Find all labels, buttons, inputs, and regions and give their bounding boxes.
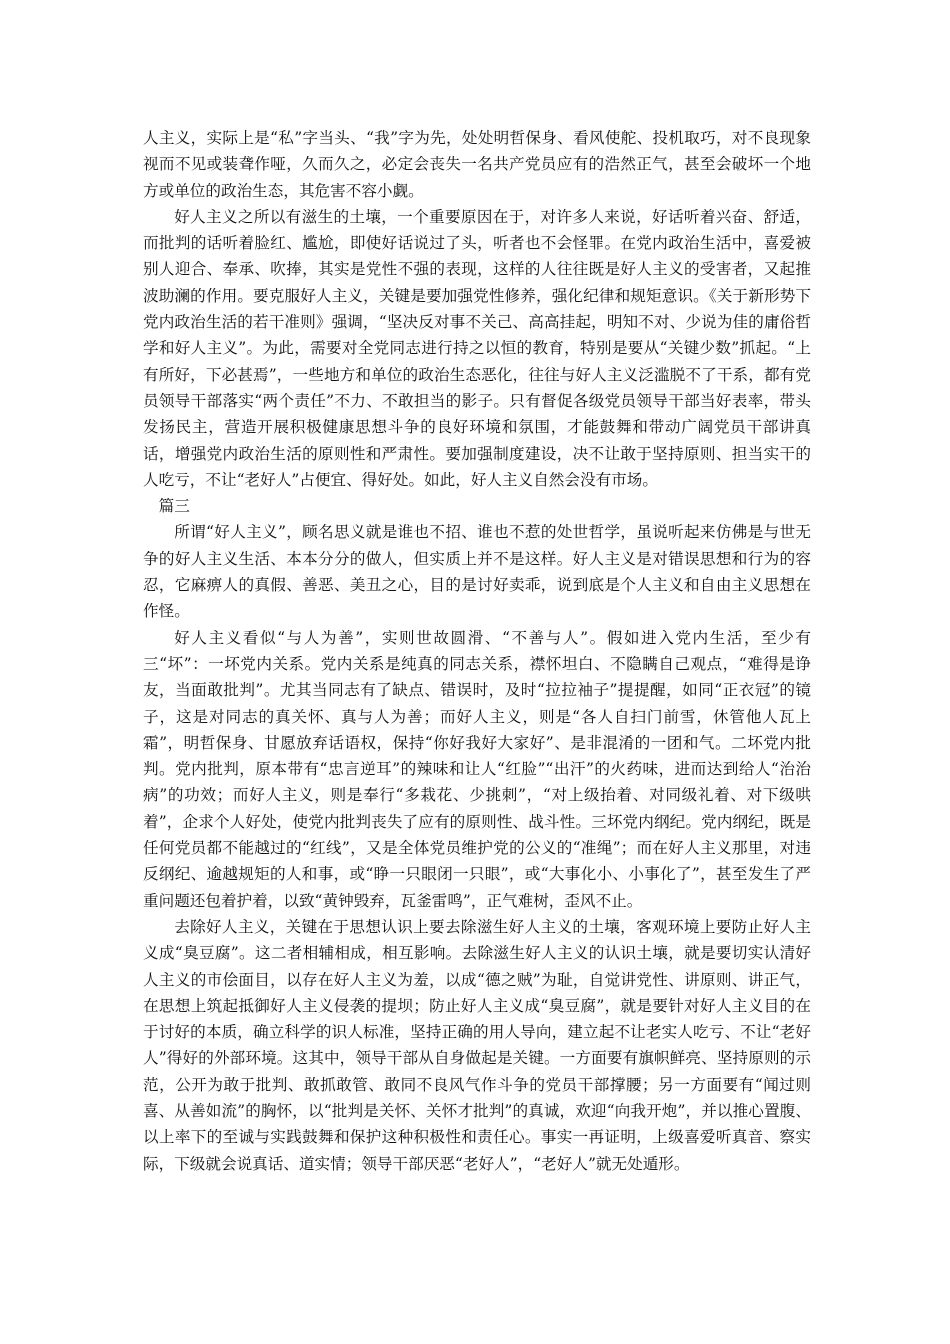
paragraph: 好人主义之所以有滋生的土壤，一个重要原因在于，对许多人来说，好话听着兴奋、舒适，而批判的话听着脸红、尴尬，即使好话说过了头，听者也不会怪罪。在党内政治生活中，喜爱被别人迎合、奉承、吹捧，其实是党性不强的表现，这样的人往往既是好人主义的受害者，又起推波助澜的作用。要克服好人主义，关键是要加强党性修养，强化纪律和规矩意识。《关于新形势下党内政治生活的若干准则》强调，“坚决反对事不关己、高高挂起，明知不对、少说为佳的庸俗哲学和好人主义”。为此，需要对全党同志进行持之以恒的教育，特别是要从“关键少数”抓起。“上有所好，下必甚焉”，一些地方和单位的政治生态恶化，往往与好人主义泛滥脱不了干系，都有党员领导干部落实“两个责任”不力、不敢担当的影子。只有督促各级党员领导干部当好表率，带头发扬民主，营造开展积极健康思想斗争的良好环境和氛围，才能鼓舞和带动广阔党员干部讲真话，增强党内政治生活的原则性和严肃性。要加强制度建设，决不让敢于坚持原则、担当实干的人吃亏，不让“老好人”占便宜、得好处。如此，好人主义自然会没有市场。 <box>143 207 811 489</box>
paragraph: 好人主义看似“与人为善”，实则世故圆滑、“不善与人”。假如进入党内生活，至少有三“坏”：一坏党内关系。党内关系是纯真的同志关系，襟怀坦白、不隐瞒自己观点，“难得是诤友，当面敢批判”。尤其当同志有了缺点、错误时，及时“拉拉袖子”提提醒，如同“正衣冠”的镜子，这是对同志的真关怀、真与人为善；而好人主义，则是“各人自扫门前雪，休管他人瓦上霜”，明哲保身、甘愿放弃话语权，保持“你好我好大家好”、是非混淆的一团和气。二坏党内批判。党内批判，原本带有“忠言逆耳”的辣味和让人“红脸”“出汗”的火药味，进而达到给人“治治病”的功效；而好人主义，则是奉行“多栽花、少挑刺”，“对上级抬着、对同级礼着、对下级哄着”，企求个人好处，使党内批判丧失了应有的原则性、战斗性。三坏党内纲纪。党内纲纪，既是任何党员都不能越过的“红线”，又是全体党员维护党的公义的“准绳”；而在好人主义那里，对违反纲纪、逾越规矩的人和事，或“睁一只眼闭一只眼”，或“大事化小、小事化了”，甚至发生了严重问题还包着护着，以致“黄钟毁弃，瓦釜雷鸣”，正气难树，歪风不止。 <box>143 628 811 910</box>
document-body <box>143 125 811 1177</box>
section-heading: 篇三 <box>158 497 190 516</box>
paragraph: 去除好人主义，关键在于思想认识上要去除滋生好人主义的土壤，客观环境上要防止好人主义成“臭豆腐”。这二者相辅相成，相互影响。去除滋生好人主义的认识土壤，就是要切实认清好人主义的市侩面目，以存在好人主义为羞，以成“德之贼”为耻，自觉讲党性、讲原则、讲正气，在思想上筑起抵御好人主义侵袭的提坝；防止好人主义成“臭豆腐”，就是要针对好人主义目的在于讨好的本质，确立科学的识人标准，坚持正确的用人导向，建立起不让老实人吃亏、不让“老好人”得好的外部环境。这其中，领导干部从自身做起是关键。一方面要有旗帜鲜亮、坚持原则的示范，公开为敢于批判、敢抓敢管、敢同不良风气作斗争的党员干部撑腰；另一方面要有“闻过则喜、从善如流”的胸怀，以“批判是关怀、关怀才批判”的真诚，欢迎“向我开炮”，并以推心置腹、以上率下的至诚与实践鼓舞和保护这种积极性和责任心。事实一再证明，上级喜爱听真音、察实际，下级就会说真话、道实情；领导干部厌恶“老好人”，“老好人”就无处遁形。 <box>143 917 811 1173</box>
paragraph: 所谓“好人主义”，顾名思义就是谁也不招、谁也不惹的处世哲学，虽说听起来仿佛是与世无争的好人主义生活、本本分分的做人，但实质上并不是这样。好人主义是对错误思想和行为的容忍，它麻痹人的真假、善恶、美丑之心，目的是讨好卖乖，说到底是个人主义和自由主义思想在作怪。 <box>143 523 811 621</box>
paragraph-continued: 人主义，实际上是“私”字当头、“我”字为先，处处明哲保身、看风使舵、投机取巧，对不良现象视而不见或装聋作哑，久而久之，必定会丧失一名共产党员应有的浩然正气，甚至会破坏一个地方或单位的政治生态，其危害不容小觑。 <box>143 129 811 200</box>
